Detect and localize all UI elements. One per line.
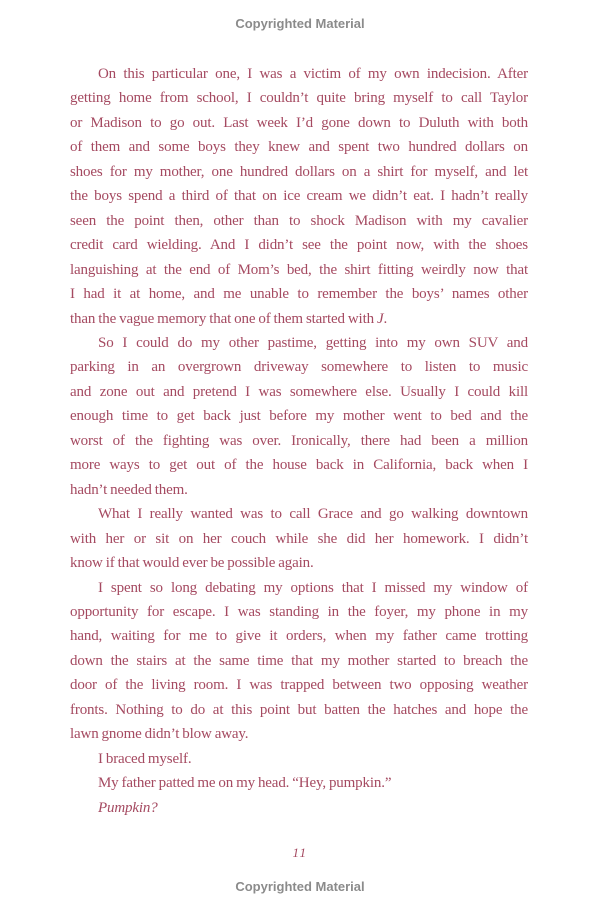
text-line: seen the point then, other than to shock Madison with my cavalier <box>70 212 528 229</box>
text-line: hadn’t needed them. <box>70 481 188 498</box>
text-line: I spent so long debating my options that I missed my window of <box>98 579 528 596</box>
text-line: So I could do my other pastime, getting into my own SUV and <box>98 334 528 351</box>
text-line: more ways to get out of the house back in California, back when I <box>70 457 528 474</box>
text-line: opportunity for escape. I was standing in the foyer, my phone in my <box>70 603 528 620</box>
text-line: I braced myself. <box>98 750 192 767</box>
text-line: lawn gnome didn’t blow away. <box>70 726 249 743</box>
text-line: and zone out and pretend I was somewhere else. Usually I could kill <box>70 383 528 400</box>
text-line: credit card wielding. And I didn’t see the point now, with the shoes <box>70 237 528 254</box>
paragraph <box>70 62 528 331</box>
text-line: parking in an overgrown driveway somewhere to listen to music <box>70 359 528 376</box>
page-number: 11 <box>292 845 308 860</box>
text-line: or Madison to go out. Last week I’d gone down to Duluth with both <box>70 114 528 131</box>
text-line: languishing at the end of Mom’s bed, the shirt fitting weirdly now that <box>70 261 528 278</box>
copyright-notice-bottom: Copyrighted Material <box>235 879 365 894</box>
text-line: enough time to get back just before my mother went to bed and the <box>70 408 528 425</box>
text-line: than the vague memory that one of them started with J. <box>70 310 388 327</box>
text-line: What I really wanted was to call Grace and go walking downtown <box>98 506 528 523</box>
text-line: Pumpkin? <box>98 799 158 816</box>
text-line: door of the living room. I was trapped between two opposing weather <box>70 677 528 694</box>
paragraph <box>70 771 528 795</box>
text-line: On this particular one, I was a victim of my own indecision. After <box>98 66 528 82</box>
text-line: fronts. Nothing to do at this point but batten the hatches and hope the <box>70 701 528 718</box>
text-line: I had it at home, and me unable to remember the boys’ names other <box>70 286 528 303</box>
paragraph <box>70 502 528 575</box>
text-line: with her or sit on her couch while she did her homework. I didn’t <box>70 530 528 547</box>
text-line: shoes for my mother, one hundred dollars on a shirt for myself, and let <box>70 163 528 180</box>
text-block <box>70 62 528 820</box>
text-line: of them and some boys they knew and spent two hundred dollars on <box>70 139 528 156</box>
paragraph <box>70 747 528 771</box>
paragraph <box>70 576 528 747</box>
copyright-notice-top: Copyrighted Material <box>235 16 365 31</box>
text-line: hand, waiting for me to give it orders, when my father came trotting <box>70 628 528 645</box>
paragraph <box>70 796 528 820</box>
text-line: worst of the fighting was over. Ironically, there had been a million <box>70 432 528 449</box>
text-line: My father patted me on my head. “Hey, pumpkin.” <box>98 775 392 792</box>
text-line: the boys spend a third of that on ice cream we didn’t eat. I hadn’t really <box>70 188 528 205</box>
text-line: down the stairs at the same time that my mother started to breach the <box>70 652 528 669</box>
paragraph <box>70 331 528 502</box>
text-line: know if that would ever be possible again. <box>70 555 314 572</box>
text-line: getting home from school, I couldn’t quite bring myself to call Taylor <box>70 90 528 107</box>
